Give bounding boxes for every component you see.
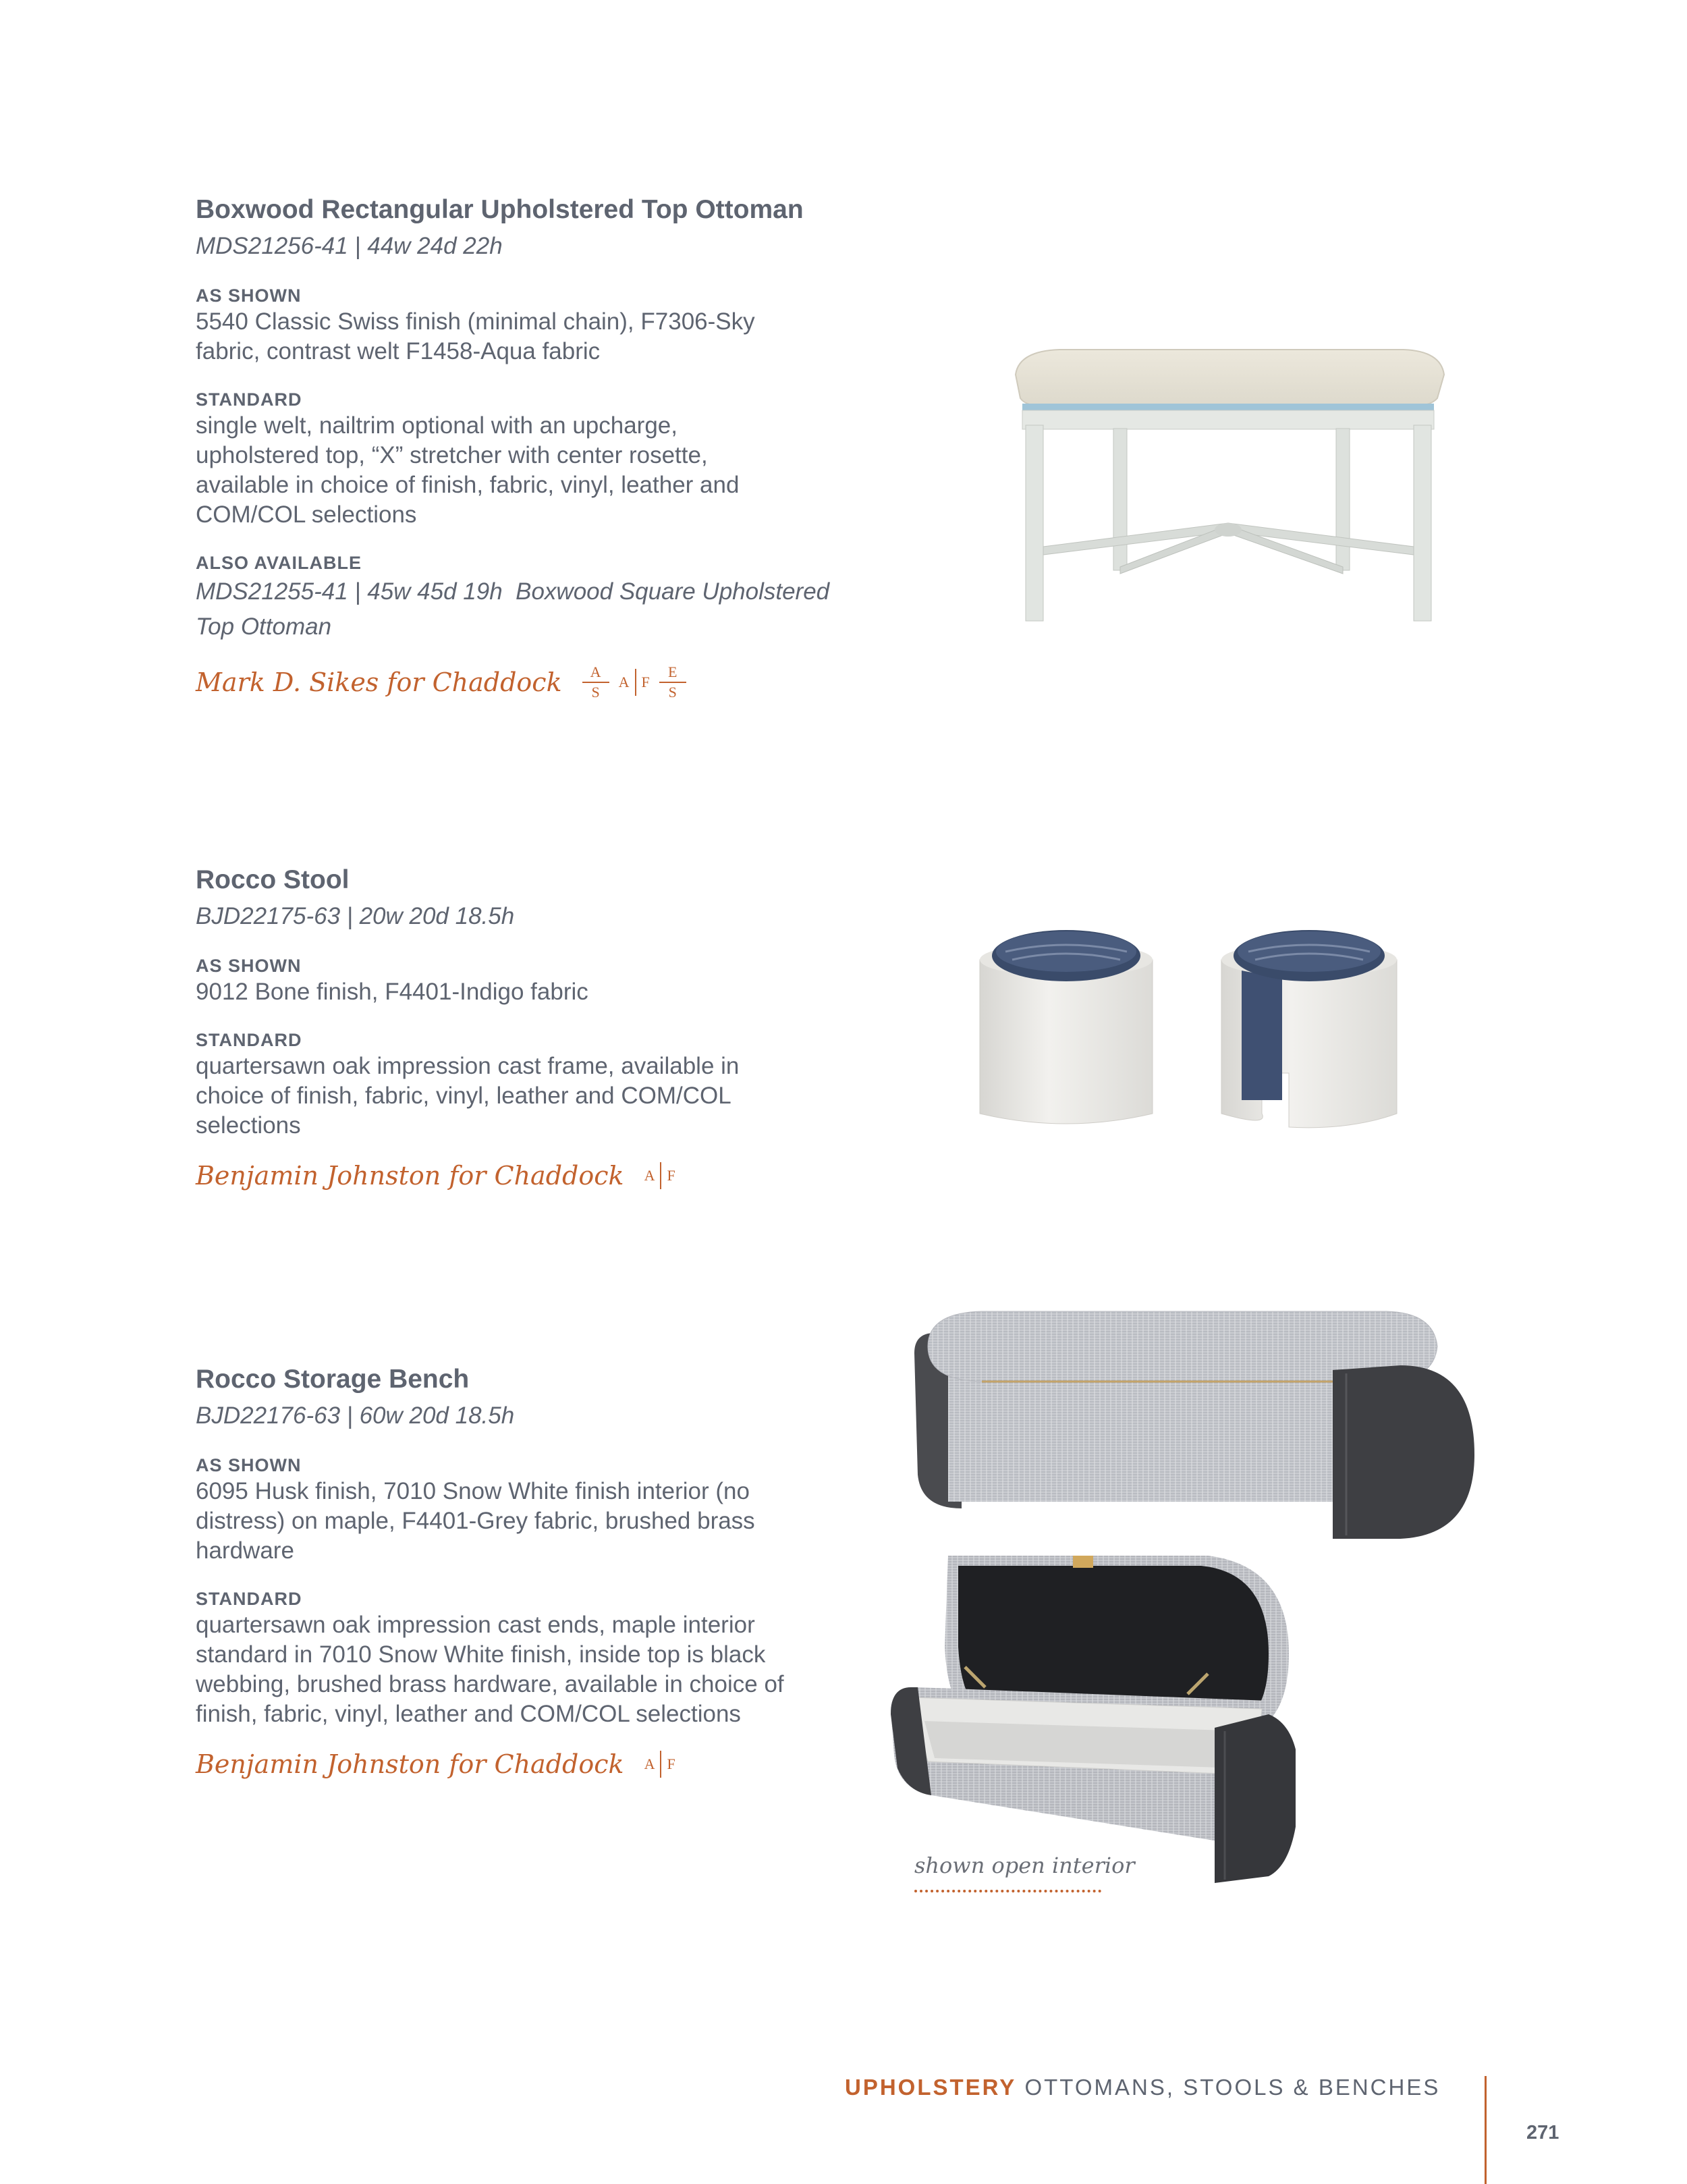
product-sku: BJD22176-63 | 60w 20d 18.5h xyxy=(196,1402,515,1429)
product-sku: MDS21256-41 | 44w 24d 22h xyxy=(196,233,503,259)
product-boxwood-ottoman xyxy=(196,192,897,700)
bench-closed-image xyxy=(914,1306,1481,1583)
mark-af xyxy=(619,669,650,696)
collection-marks xyxy=(644,1162,675,1189)
product-rocco-storage-bench xyxy=(196,1362,897,1779)
ottoman-image xyxy=(1005,344,1451,628)
text-line: 6095 Husk finish, 7010 Snow White finish interior (no xyxy=(196,1478,750,1504)
bench-open-image xyxy=(891,1552,1296,1883)
caption-underline xyxy=(914,1890,1101,1892)
product-title: Rocco Storage Bench xyxy=(196,1365,470,1394)
text-line: MDS21255-41 | 45w 45d 19h Boxwood Square Upholstered xyxy=(196,578,830,605)
mark-top: A xyxy=(590,663,601,680)
also-available-text xyxy=(196,574,897,645)
text-line: upholstered top, “X” stretcher with center rosette, xyxy=(196,442,708,468)
mark-fraction xyxy=(659,665,686,700)
mark-af xyxy=(644,1751,675,1778)
text-line: single welt, nailtrim optional with an upcharge, xyxy=(196,412,677,439)
as-shown-text xyxy=(196,1477,897,1566)
footer-category: UPHOLSTERY xyxy=(845,2075,1017,2100)
text-line: choice of finish, fabric, vinyl, leather and COM/COL xyxy=(196,1083,731,1109)
text-line: quartersawn oak impression cast ends, maple interior xyxy=(196,1612,755,1638)
designer-credit xyxy=(196,1749,897,1779)
mark-right: F xyxy=(667,1755,675,1772)
mark-right: F xyxy=(667,1167,675,1184)
text-line: fabric, contrast welt F1458-Aqua fabric xyxy=(196,338,601,364)
text-line: 9012 Bone finish, F4401-Indigo fabric xyxy=(196,979,588,1005)
text-line: webbing, brushed brass hardware, available in choice of xyxy=(196,1671,784,1697)
standard-text xyxy=(196,1052,897,1141)
standard-label: STANDARD xyxy=(196,1589,302,1609)
text-line: selections xyxy=(196,1112,301,1139)
mark-left: A xyxy=(618,674,630,690)
text-line: standard in 7010 Snow White finish, inside top is black xyxy=(196,1641,766,1668)
as-shown-label: AS SHOWN xyxy=(196,285,302,306)
text-line: 5540 Classic Swiss finish (minimal chain), F7306-Sky xyxy=(196,308,755,335)
product-title: Rocco Stool xyxy=(196,865,350,894)
text-line: Top Ottoman xyxy=(196,613,332,640)
product-sku: BJD22175-63 | 20w 20d 18.5h xyxy=(196,903,515,929)
mark-left: A xyxy=(644,1755,655,1772)
text-line: finish, fabric, vinyl, leather and COM/COL selections xyxy=(196,1701,741,1727)
mark-af xyxy=(644,1162,675,1189)
product-rocco-stool xyxy=(196,863,897,1191)
image-caption: shown open interior xyxy=(914,1853,1135,1878)
text-line: COM/COL selections xyxy=(196,501,417,528)
mark-right: F xyxy=(641,674,650,690)
text-line: hardware xyxy=(196,1537,294,1564)
collection-marks xyxy=(644,1751,675,1778)
footer-section: OTTOMANS, STOOLS & BENCHES xyxy=(1016,2075,1441,2100)
text-line: quartersawn oak impression cast frame, available in xyxy=(196,1053,740,1079)
designer-credit xyxy=(196,665,897,700)
page-number: 271 xyxy=(1526,2122,1559,2144)
also-available-label: ALSO AVAILABLE xyxy=(196,553,362,573)
mark-fraction xyxy=(582,665,609,700)
as-shown-label: AS SHOWN xyxy=(196,1455,302,1475)
mark-bottom: S xyxy=(668,684,677,701)
standard-text xyxy=(196,1610,897,1729)
designer-name: Mark D. Sikes for Chaddock xyxy=(196,667,562,697)
text-line: distress) on maple, F4401-Grey fabric, brushed brass xyxy=(196,1508,755,1534)
footer-divider xyxy=(1485,2076,1487,2184)
collection-marks xyxy=(582,665,686,700)
designer-name: Benjamin Johnston for Chaddock xyxy=(196,1161,624,1191)
mark-top: E xyxy=(668,663,677,680)
product-title: Boxwood Rectangular Upholstered Top Ottoman xyxy=(196,195,804,224)
as-shown-text xyxy=(196,977,897,1007)
page-footer xyxy=(845,2075,1440,2100)
stools-image xyxy=(972,925,1444,1147)
mark-left: A xyxy=(644,1167,655,1184)
standard-label: STANDARD xyxy=(196,1030,302,1050)
as-shown-label: AS SHOWN xyxy=(196,956,302,976)
standard-label: STANDARD xyxy=(196,389,302,410)
designer-credit xyxy=(196,1161,897,1191)
as-shown-text xyxy=(196,307,897,366)
text-line: available in choice of finish, fabric, vinyl, leather and xyxy=(196,472,740,498)
standard-text xyxy=(196,411,897,530)
mark-bottom: S xyxy=(591,684,600,701)
designer-name: Benjamin Johnston for Chaddock xyxy=(196,1749,624,1779)
